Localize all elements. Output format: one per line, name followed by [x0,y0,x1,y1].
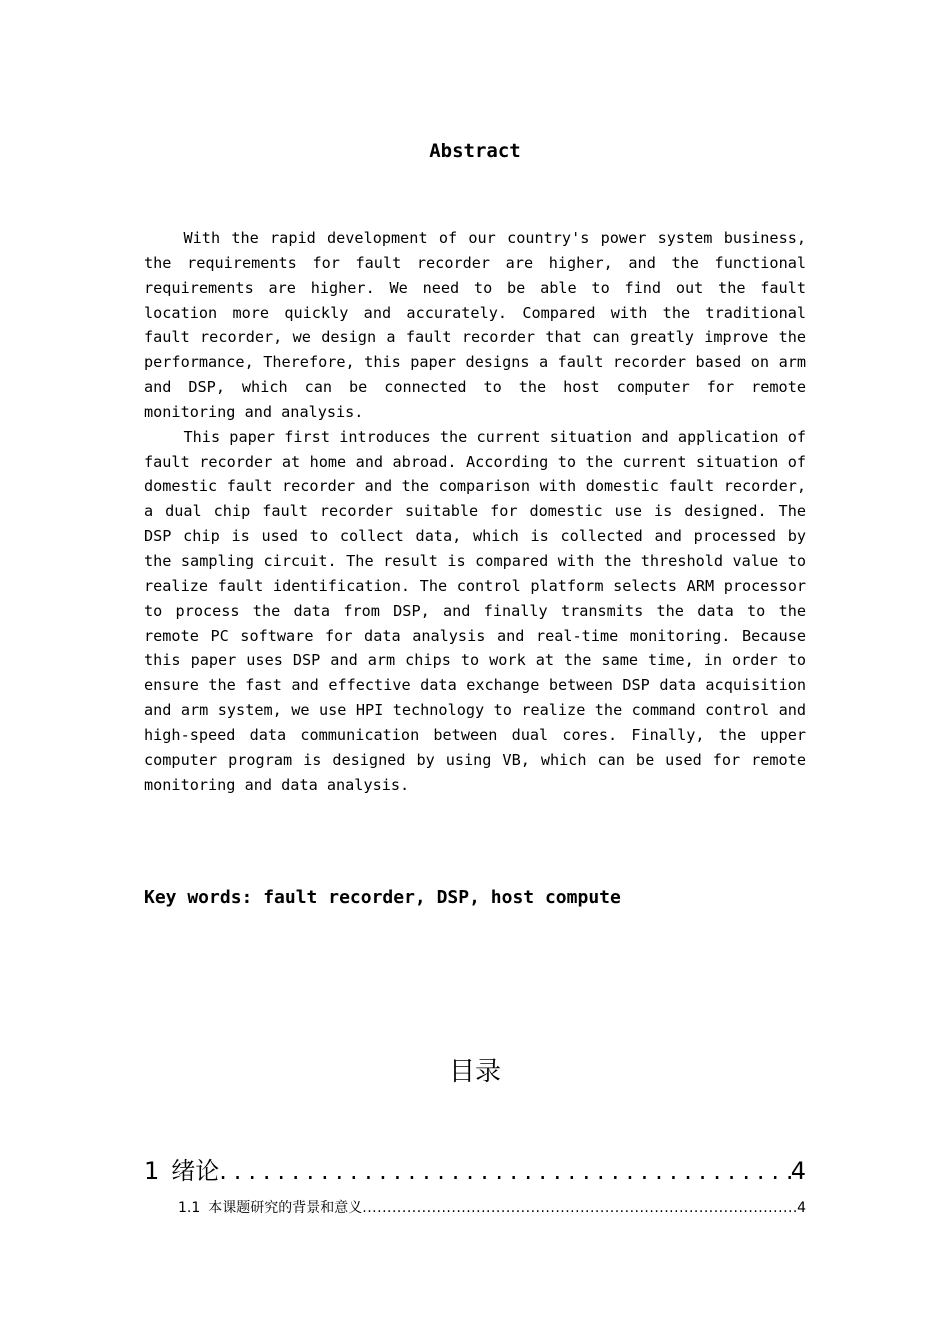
toc-dot-leader [362,1197,797,1219]
toc-title: 目录 [448,1057,501,1087]
abstract-body [144,226,806,797]
toc-entry-section-1-1[interactable] [178,1197,806,1219]
toc-entry-label: 本课题研究的背景和意义 [208,1200,363,1216]
abstract-paragraph-1: With the rapid development of our country's power system business, the requirements for fault recorder are higher, and the functional requirements are higher. We need to be able to find out the fault location more quickly and accurately. Compared with the traditional fault recorder, we design a fault recorder that can greatly improve the performance, Therefore, this paper designs a fault recorder based on arm and DSP, which can be connected to the host computer for remote monitoring and analysis. [144,229,806,421]
keywords-line: Key words: fault recorder, DSP, host compute [144,887,621,908]
toc-entry-page: 4 [790,1157,806,1185]
abstract-title: Abstract [429,140,521,162]
toc-entry-number: 1.1 [178,1200,201,1216]
toc-entry-number: 1 [144,1157,160,1185]
abstract-paragraph-2: This paper first introduces the current situation and application of fault recorder at home and abroad. According to the current situation of domestic fault recorder and the comparison with domestic fault recorder, a dual chip fault recorder suitable for domestic use is designed. The DSP chip is used to collect data, which is collected and processed by the sampling circuit. The result is compared with the threshold value to realize fault identification. The control platform selects ARM processor to process the data from DSP, and finally transmits the data to the remote PC software for data analysis and real-time monitoring. Because this paper uses DSP and arm chips to work at the same time, in order to ensure the fast and effective data exchange between DSP data acquisition and arm system, we use HPI technology to realize the command control and high-speed data communication between dual cores. Finally, the upper computer program is designed by using VB, which can be used for remote monitoring and data analysis. [144,427,806,794]
toc-dot-leader [219,1154,790,1188]
toc-entry-chapter-1[interactable] [144,1154,806,1188]
toc-entry-page: 4 [797,1200,806,1216]
toc-entry-label: 绪论 [171,1157,220,1185]
